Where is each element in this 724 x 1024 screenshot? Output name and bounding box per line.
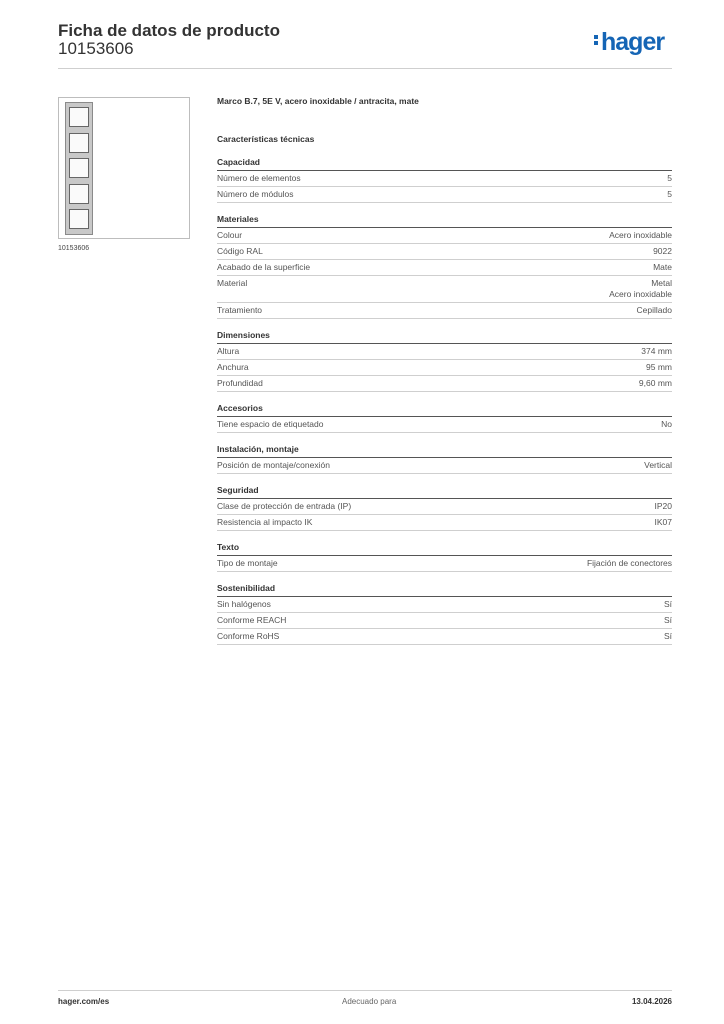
spec-label: Altura bbox=[217, 346, 240, 356]
spec-row bbox=[217, 499, 672, 515]
spec-row bbox=[217, 171, 672, 187]
spec-row bbox=[217, 458, 672, 474]
spec-label: Código RAL bbox=[217, 246, 263, 256]
spec-label: Profundidad bbox=[217, 378, 263, 388]
website-link[interactable]: hager.com/es bbox=[58, 997, 110, 1006]
spec-row bbox=[217, 417, 672, 433]
spec-value bbox=[646, 362, 672, 373]
frame-slot bbox=[69, 107, 89, 127]
spec-sections bbox=[217, 157, 672, 645]
product-name: Marco B.7, 5E V, acero inoxidable / antracita, mate bbox=[217, 96, 419, 106]
spec-value-line: IP20 bbox=[654, 501, 672, 511]
frame-slot bbox=[69, 184, 89, 204]
spec-value-line: Metal bbox=[651, 278, 672, 288]
logo-dots-icon bbox=[594, 33, 599, 47]
spec-label: Colour bbox=[217, 230, 243, 240]
product-image bbox=[58, 97, 190, 239]
frame-slot bbox=[69, 158, 89, 178]
image-caption: 10153606 bbox=[58, 245, 90, 252]
spec-value-line: 9,60 mm bbox=[638, 378, 672, 388]
footer-suitable-for: Adecuado para bbox=[342, 997, 397, 1006]
spec-section bbox=[217, 444, 672, 474]
spec-row bbox=[217, 244, 672, 260]
spec-value bbox=[653, 246, 672, 257]
spec-value bbox=[609, 278, 672, 300]
logo-text: hager bbox=[601, 28, 665, 56]
spec-label: Tratamiento bbox=[217, 305, 263, 315]
spec-row bbox=[217, 556, 672, 572]
spec-label: Tiene espacio de etiquetado bbox=[217, 419, 324, 429]
spec-value-line: 374 mm bbox=[641, 346, 672, 356]
spec-section bbox=[217, 330, 672, 392]
spec-section bbox=[217, 214, 672, 319]
spec-value-line: No bbox=[661, 419, 672, 429]
spec-value-line: Sí bbox=[663, 631, 672, 641]
spec-value bbox=[609, 230, 672, 241]
spec-row bbox=[217, 344, 672, 360]
spec-value bbox=[664, 615, 672, 626]
spec-value-line: Acero inoxidable bbox=[609, 230, 672, 240]
spec-value-line: Sí bbox=[663, 615, 672, 625]
section-title: Accesorios bbox=[217, 403, 672, 417]
section-title: Materiales bbox=[217, 214, 672, 228]
spec-value bbox=[667, 173, 672, 184]
product-number: 10153606 bbox=[58, 39, 134, 58]
spec-row bbox=[217, 597, 672, 613]
spec-label: Sin halógenos bbox=[217, 599, 271, 609]
spec-section bbox=[217, 542, 672, 572]
frame-slot bbox=[69, 133, 89, 153]
spec-row bbox=[217, 376, 672, 392]
spec-value bbox=[661, 419, 672, 430]
section-title: Texto bbox=[217, 542, 672, 556]
spec-label: Número de módulos bbox=[217, 189, 294, 199]
spec-row bbox=[217, 260, 672, 276]
spec-value-line: Cepillado bbox=[636, 305, 672, 315]
spec-value bbox=[667, 189, 672, 200]
section-title: Capacidad bbox=[217, 157, 672, 171]
spec-row bbox=[217, 360, 672, 376]
spec-row bbox=[217, 228, 672, 244]
spec-label: Conforme REACH bbox=[217, 615, 287, 625]
section-title: Seguridad bbox=[217, 485, 672, 499]
spec-section bbox=[217, 485, 672, 531]
spec-value-line: 5 bbox=[667, 173, 672, 183]
spec-value bbox=[664, 631, 672, 642]
spec-section bbox=[217, 583, 672, 645]
spec-value bbox=[655, 501, 673, 512]
frame-slot bbox=[69, 209, 89, 229]
section-title: Sostenibilidad bbox=[217, 583, 672, 597]
spec-section bbox=[217, 157, 672, 203]
spec-value-line: Vertical bbox=[644, 460, 672, 470]
spec-label: Tipo de montaje bbox=[217, 558, 278, 568]
spec-label: Anchura bbox=[217, 362, 249, 372]
spec-value-line: 9022 bbox=[653, 246, 672, 256]
product-details bbox=[217, 96, 672, 656]
spec-label: Acabado de la superficie bbox=[217, 262, 311, 272]
section-title: Instalación, montaje bbox=[217, 444, 672, 458]
spec-value bbox=[587, 558, 672, 569]
spec-value bbox=[637, 305, 672, 316]
section-title: Dimensiones bbox=[217, 330, 672, 344]
footer-date: 13.04.2026 bbox=[631, 997, 672, 1006]
spec-value bbox=[653, 262, 672, 273]
spec-value bbox=[664, 599, 672, 610]
spec-value-line: 95 mm bbox=[646, 362, 672, 372]
page-title: Ficha de datos de producto bbox=[58, 21, 280, 40]
spec-label: Clase de protección de entrada (IP) bbox=[217, 501, 352, 511]
spec-value bbox=[639, 378, 672, 389]
spec-row bbox=[217, 187, 672, 203]
spec-label: Conforme RoHS bbox=[217, 631, 280, 641]
spec-label: Material bbox=[217, 278, 248, 288]
spec-row bbox=[217, 613, 672, 629]
spec-row bbox=[217, 515, 672, 531]
spec-value bbox=[655, 517, 673, 528]
spec-value-line: Mate bbox=[653, 262, 672, 272]
spec-value-line: Sí bbox=[663, 599, 672, 609]
spec-value-line: Acero inoxidable bbox=[609, 289, 672, 299]
header-divider bbox=[58, 68, 672, 69]
spec-value-line: IK07 bbox=[654, 517, 672, 527]
hager-logo bbox=[594, 28, 664, 57]
footer-divider bbox=[58, 990, 672, 991]
spec-section bbox=[217, 403, 672, 433]
spec-value-line: Fijación de conectores bbox=[586, 558, 672, 568]
frame-illustration bbox=[65, 102, 93, 235]
tech-characteristics-heading: Características técnicas bbox=[217, 134, 315, 144]
spec-label: Resistencia al impacto IK bbox=[217, 517, 313, 527]
spec-row bbox=[217, 276, 672, 303]
spec-value-line: 5 bbox=[667, 189, 672, 199]
spec-label: Posición de montaje/conexión bbox=[217, 460, 330, 470]
spec-value bbox=[644, 460, 672, 471]
spec-label: Número de elementos bbox=[217, 173, 301, 183]
spec-value bbox=[641, 346, 672, 357]
spec-row bbox=[217, 303, 672, 319]
spec-row bbox=[217, 629, 672, 645]
